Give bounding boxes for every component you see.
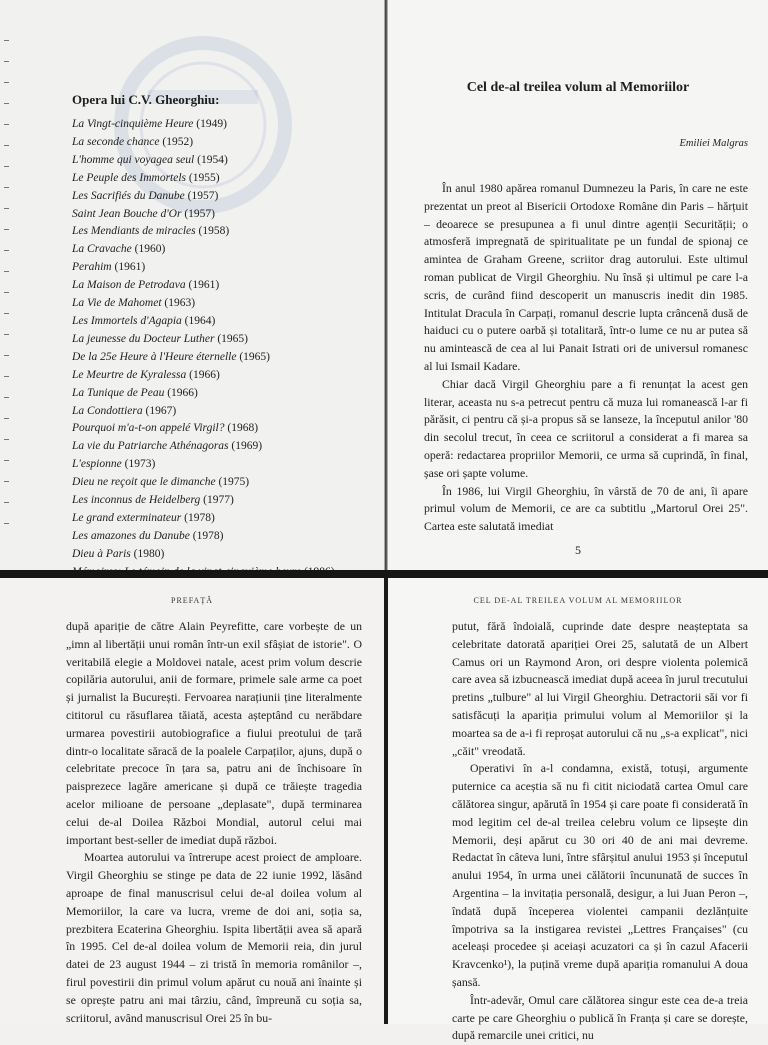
- paragraph: În 1986, lui Virgil Gheorghiu, în vârstă de 70 de ani, îi apare primul volum de Memorii, ce are ca subtitlu „Martorul Orei 25". Cartea este salutată imediat: [424, 483, 748, 534]
- edge-tick: [4, 40, 9, 41]
- edge-tick: [4, 355, 9, 356]
- work-year: (1973): [124, 458, 156, 471]
- work-title: Dieu à Paris: [72, 547, 131, 560]
- work-item: [72, 152, 335, 170]
- work-item: [72, 170, 335, 188]
- work-item: [72, 385, 335, 403]
- work-title: Dieu ne reçoit que le dimanche: [72, 476, 216, 489]
- work-year: (1978): [184, 511, 215, 524]
- work-title: Le Peuple des Immortels: [72, 171, 187, 184]
- work-item: [72, 331, 335, 349]
- paragraph: putut, fără îndoială, cuprinde date despre neașteptata sa celebritate datorată apariției Orei 25, salutată de un Albert Camus ori un Raymond Aron, ori despre violenta polemică care avea să izbucnească imediat după aceea în jurul trecutului pretins „tulbure" al lui Virgil Gheorghiu. Detractorii săi vor fi satisfăcuți la apariția primului volum al Memoriilor și la moartea sa de a-i fi reproșat autorului că nu „s-a explicat", nici „căit" vreodată.: [452, 619, 748, 758]
- work-item: [72, 349, 335, 367]
- work-year: (1967): [145, 404, 177, 417]
- work-item: [72, 259, 335, 277]
- work-item: [72, 403, 335, 421]
- work-title: Perahim: [72, 261, 112, 274]
- work-item: [72, 223, 335, 241]
- work-year: (1965): [239, 350, 271, 363]
- work-item: [72, 188, 335, 206]
- work-title: Pourquoi m'a-t-on appelé Virgil?: [72, 422, 225, 435]
- work-title: De la 25e Heure à l'Heure éternelle: [72, 350, 237, 363]
- work-title: La jeunesse du Docteur Luther: [72, 332, 215, 345]
- work-title: La Condottiera: [72, 404, 143, 417]
- edge-tick: [4, 523, 9, 524]
- work-title: L'homme qui voyagea seul: [72, 153, 195, 166]
- scan-divider: [0, 570, 768, 578]
- work-item: [72, 456, 335, 474]
- page-top-left: [0, 0, 384, 570]
- work-item: [72, 546, 335, 564]
- work-item: [72, 438, 335, 456]
- chapter-title: [388, 80, 768, 96]
- work-item: [72, 420, 335, 438]
- edge-tick: [4, 271, 9, 272]
- paragraph: Într-adevăr, Omul care călătorea singur este cea de-a treia carte pe care Gheorghiu o publică în Franța și care se dorește, după remarcile unei critici, nu: [452, 992, 748, 1043]
- edge-tick: [4, 82, 9, 83]
- running-head: PREFAȚĂ: [171, 596, 213, 605]
- work-title: Les inconnus de Heidelberg: [72, 494, 201, 507]
- work-year: (1966): [189, 368, 220, 381]
- work-year: (1975): [218, 476, 250, 489]
- work-item: [72, 295, 335, 313]
- work-item: [72, 313, 335, 331]
- paragraph: În anul 1980 apărea romanul Dumnezeu la Paris, în care ne este prezentat un preot al Bisericii Ortodoxe Române din Paris – hărțuit – deoarece se presupunea a fi unul dintre agenții Securității; o atmosferă impregnată de spiritualitate pe un fundal de spionaj ce amintea de Graham Greene, scriitor drag autorului. Este ultimul roman publicat de Virgil Gheorghiu. Nu însă și ultimul pe care l-a scris, de curând fiind descoperit un manuscris inedit din 1985. Intitulat Dracula în Carpați, romanul descrie lupta crâncenă dusă de haiduci cu o putere oarbă și totalitară, într-o lume ce nu ar putea să nu amintească de cea al lui Panait Istrati ori de universul romanesc al lui Ismail Kadare.: [424, 181, 748, 373]
- edge-tick: [4, 334, 9, 335]
- work-title: L'espionne: [72, 458, 122, 471]
- page-top-right: [388, 0, 768, 570]
- works-heading: Opera lui C.V. Gheorghiu:: [72, 92, 220, 107]
- work-item: [72, 134, 335, 152]
- work-title: Les Mendiants de miracles: [72, 225, 196, 238]
- edge-tick: [4, 208, 9, 209]
- edge-tick: [4, 439, 9, 440]
- work-year: (1968): [227, 422, 259, 435]
- work-year: (1958): [198, 225, 230, 238]
- work-year: (1978): [192, 529, 224, 542]
- work-title: La Vie de Mahomet: [72, 297, 162, 310]
- paragraph: Moartea autorului va întrerupe acest proiect de amploare. Virgil Gheorghiu se stinge pe data de 22 iunie 1992, lăsând aproape de final manuscrisul celui de-al doilea volum al Memoriilor, la care va lucra, vreme de doi ani, soția sa, prezbitera Ecaterina Gheorghiu. Ispita libertății avea să apară în 1995. Cel de-al doilea volum de Memorii reia, din jurul datei de 23 august 1944 – zi tristă în memoria românilor –, firul povestirii din primul volum apărut cu nouă ani înainte și se oprește patru ani mai târziu, când, împreună cu soția sa, scriitorul, având manuscrisul Orei 25 în bu-: [66, 850, 362, 1025]
- work-year: (1963): [164, 297, 196, 310]
- edge-tick: [4, 502, 9, 503]
- work-item: [72, 277, 335, 295]
- edge-tick: [4, 418, 9, 419]
- work-year: (1965): [217, 332, 249, 345]
- work-year: (1980): [133, 547, 165, 560]
- dedication: Emiliei Malgras: [679, 138, 748, 149]
- edge-tick: [4, 229, 9, 230]
- work-year: (1957): [184, 207, 215, 220]
- work-year: (1961): [114, 261, 146, 274]
- work-title: Le Meurtre de Kyralessa: [72, 368, 187, 381]
- work-item: [72, 510, 335, 528]
- edge-tick: [4, 187, 9, 188]
- work-year: (1977): [203, 494, 234, 507]
- work-year: (1955): [188, 171, 220, 184]
- paragraph: Operativi în a-l condamna, există, totuși, argumente puternice ca aceștia să nu fi citit niciodată cartea Omul care călătorea singur, apărută în 1954 și care poate fi considerată în mod legitim cel de-al treilea celebru volum ce lipsește din Memorii, deși apărut cu 30 ori 40 de ani mai devreme. Redactat în câteva luni, între sfârșitul anului 1953 și începutul anului 1954, în urma unei călătorii încununată de succes în Argentina – la invitația personală, desigur, a lui Juan Peron –, îndată după începerea violentei campanii dezlănțuite împotriva sa la instigarea revistei „Lettres Françaises" (cu aceleași procedee și aceiași acuzatori ca și în cazul Afacerii Kravcenko¹), la puțină vreme după apariția romanului A doua șansă.: [452, 761, 748, 989]
- work-item: [72, 492, 335, 510]
- work-title: Les Immortels d'Agapia: [72, 314, 182, 327]
- work-year: (1957): [187, 189, 219, 202]
- work-title: La vie du Patriarche Athénagoras: [72, 440, 229, 453]
- paragraph: după apariție de către Alain Peyrefitte, care vorbește de un „imn al libertății unui român într-un exil sfâșiat de istorie". O veritabilă elegie a Moldovei natale, acest prim volum descrie copilăria autorului, anii de formare, primele sale arme ca poet și jurnalist la București. Fervoarea narațiunii ține literalmente cititorul cu răsuflarea tăiată, acesta așteptând cu nerăbdare urmarea povestirii autobiografice a fiului preotului de țară dintr-o localitate săracă de la poalele Carpaților, ajuns, după o celebritate precoce în țara sa, patru ani de închisoare în paisprezece lagăre americane și după ce trăiește tragedia acelor milioane de persoane „deplasate", după terminarea celui de-al Doilea Război Mondial, autorul celui mai important best-seller de imediat după război.: [66, 619, 362, 847]
- chapter-title-text: Cel de-al treilea volum al Memoriilor: [466, 80, 690, 95]
- work-item: [72, 528, 335, 546]
- work-item: [72, 367, 335, 385]
- work-year: (1949): [196, 118, 227, 130]
- work-year: (1961): [188, 279, 220, 292]
- chapter-body-continued: [452, 618, 748, 1045]
- edge-tick: [4, 124, 9, 125]
- edge-tick: [4, 61, 9, 62]
- work-year: (1966): [167, 386, 198, 399]
- chapter-body: [424, 180, 748, 536]
- work-year: (1960): [134, 243, 166, 256]
- paragraph: Chiar dacă Virgil Gheorghiu pare a fi renunțat la acest gen literar, aceasta nu s-a petrecut pentru că muza lui romanească l-ar fi părăsit, ci pentru că și-a propus să se lanseze, la începutul anilor '80 din secolul trecut, în ceea ce scriitorul a considerat a fi marea sa operă: redactarea propriilor Memorii, ce urma să cuprindă, în final, șase ori șapte volume.: [424, 376, 748, 480]
- works-list: [72, 116, 335, 582]
- edge-tick: [4, 166, 9, 167]
- work-title: La seconde chance: [72, 135, 160, 148]
- work-item: [72, 206, 335, 224]
- running-head: CEL DE-AL TREILEA VOLUM AL MEMORIILOR: [473, 596, 683, 605]
- edge-tick: [4, 397, 9, 398]
- edge-tick: [4, 460, 9, 461]
- edge-tick: [4, 145, 9, 146]
- work-year: (1964): [184, 314, 216, 327]
- work-title: La Tunique de Peau: [72, 386, 165, 399]
- edge-tick: [4, 103, 9, 104]
- work-year: (1954): [197, 153, 228, 166]
- work-title: Les Sacrifiés du Danube: [72, 189, 185, 202]
- work-title: Saint Jean Bouche d'Or: [72, 207, 182, 220]
- edge-tick: [4, 376, 9, 377]
- edge-tick: [4, 292, 9, 293]
- work-title: Le grand exterminateur: [72, 511, 182, 524]
- work-item: [72, 241, 335, 259]
- page-edge-marks: [4, 0, 12, 570]
- work-title: La Cravache: [72, 243, 132, 256]
- page-number: 5: [575, 543, 581, 557]
- work-year: (1952): [162, 135, 194, 148]
- work-title: Les amazones du Danube: [72, 529, 190, 542]
- page-bottom-right: [388, 578, 768, 1043]
- page-bottom-left: [0, 578, 384, 1024]
- work-item: [72, 116, 335, 134]
- work-item: [72, 474, 335, 492]
- work-year: (1969): [231, 440, 263, 453]
- edge-tick: [4, 250, 9, 251]
- work-title: La Vingt-cinquième Heure: [72, 118, 194, 130]
- preface-body: [66, 618, 362, 1027]
- edge-tick: [4, 481, 9, 482]
- work-title: La Maison de Petrodava: [72, 279, 186, 292]
- edge-tick: [4, 313, 9, 314]
